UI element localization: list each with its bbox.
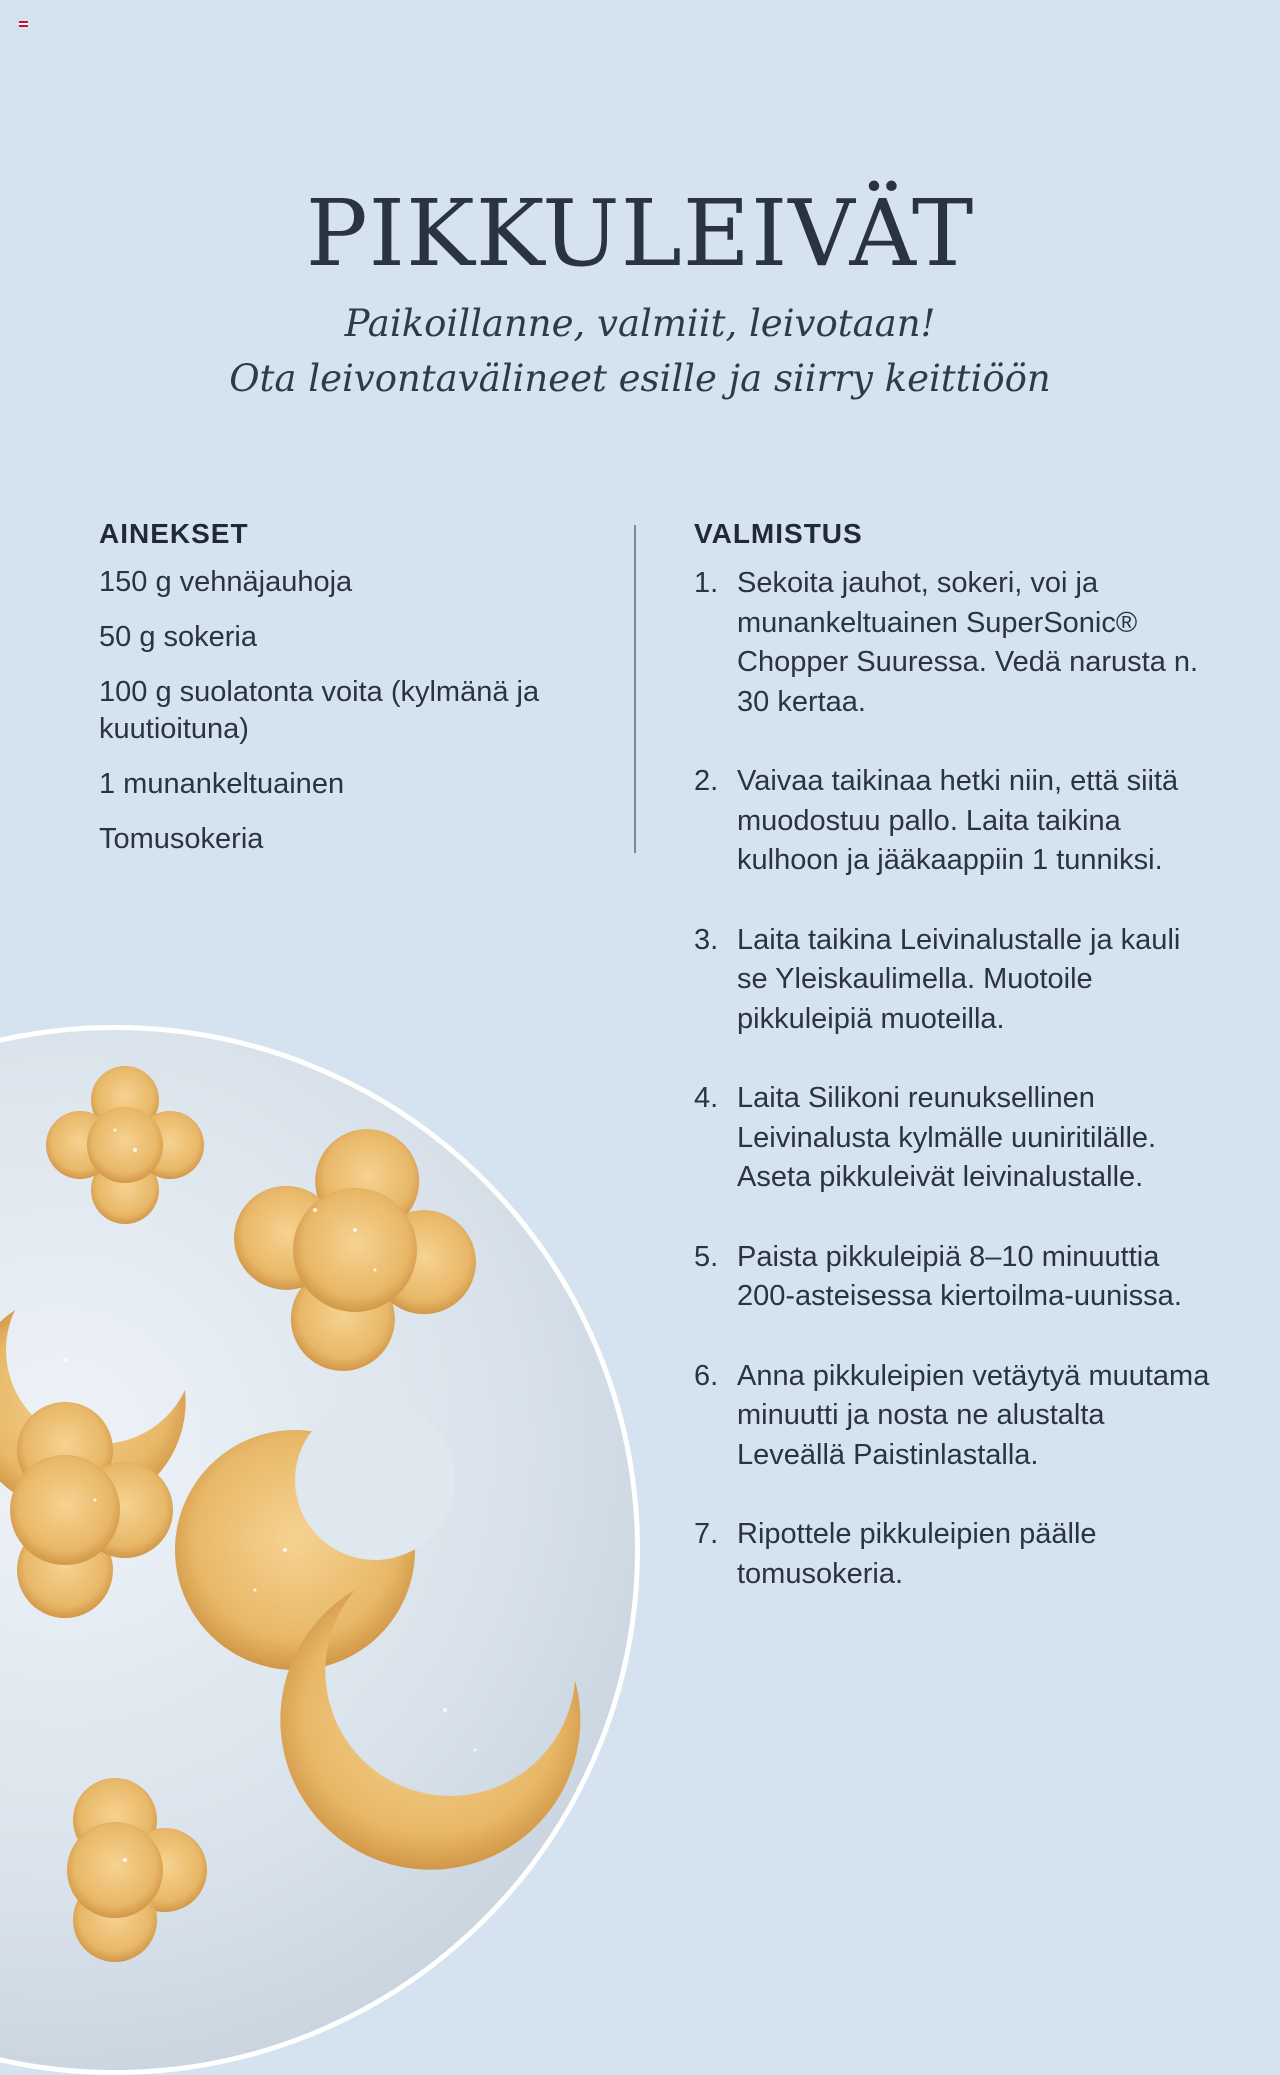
subtitle-line-2: Ota leivontavälineet esille ja siirry keittiöön xyxy=(229,357,1051,400)
step-number: 7. xyxy=(694,1518,719,1550)
cookies-illustration xyxy=(0,1030,640,2075)
method-step xyxy=(694,564,1214,722)
method-step xyxy=(694,1357,1214,1476)
method-step xyxy=(694,921,1214,1040)
flag-icon xyxy=(19,21,28,27)
ingredient-item: Tomusokeria xyxy=(99,823,264,855)
step-text: Sekoita jauhot, sokeri, voi ja munankeltuainen SuperSonic® Chopper Suuressa. Vedä narusta n. 30 kertaa. xyxy=(737,567,1199,718)
step-text: Anna pikkuleipien vetäytyä muutama minuutti ja nosta ne alustalta Leveällä Paistinlastalla. xyxy=(737,1359,1210,1471)
step-text: Laita Silikoni reunuksellinen Leivinalusta kylmälle uuniritilälle. Aseta pikkuleivät leivinalustalle. xyxy=(737,1082,1157,1193)
step-text: Laita taikina Leivinalustalle ja kauli se Yleiskaulimella. Muotoile pikkuleipiä muoteilla. xyxy=(737,923,1181,1035)
method-step xyxy=(694,1079,1214,1198)
method-step xyxy=(694,1238,1214,1317)
cross-cookie xyxy=(46,1066,204,1224)
page-title: PIKKULEIVÄT xyxy=(305,180,975,287)
step-number: 6. xyxy=(694,1359,719,1392)
method-step xyxy=(694,762,1214,881)
subtitle-line-1: Paikoillanne, valmiit, leivotaan! xyxy=(344,302,936,345)
step-number: 1. xyxy=(694,567,719,599)
ingredient-item: 1 munankeltuainen xyxy=(99,768,345,800)
ingredient-item: 150 g vehnäjauhoja xyxy=(99,566,353,598)
cross-cookie xyxy=(67,1778,207,1962)
method-steps xyxy=(694,564,1214,1594)
ingredient-item: 50 g sokeria xyxy=(99,621,257,653)
column-divider xyxy=(634,525,636,853)
crescent-cookie xyxy=(280,1590,580,1870)
ingredients-section xyxy=(99,518,599,876)
cross-cookie xyxy=(214,1109,497,1392)
page-subtitle xyxy=(0,296,1280,406)
ingredients-heading: AINEKSET xyxy=(99,518,249,549)
step-number: 5. xyxy=(694,1240,719,1273)
cookies-photo xyxy=(0,1025,640,2075)
ingredients-list xyxy=(99,564,599,858)
step-number: 2. xyxy=(694,765,719,797)
step-number: 4. xyxy=(694,1082,719,1114)
step-text: Paista pikkuleipiä 8–10 minuuttia 200-asteisessa kiertoilma-uunissa. xyxy=(737,1240,1182,1312)
method-heading: VALMISTUS xyxy=(694,518,863,549)
method-step xyxy=(694,1515,1214,1594)
ingredient-item: 100 g suolatonta voita (kylmänä ja kuutioituna) xyxy=(99,676,540,745)
method-section xyxy=(694,518,1214,1634)
step-number: 3. xyxy=(694,923,719,956)
step-text: Vaivaa taikinaa hetki niin, että siitä muodostuu pallo. Laita taikina kulhoon ja jääkaappiin 1 tunniksi. xyxy=(737,765,1179,876)
step-text: Ripottele pikkuleipien päälle tomusokeria. xyxy=(737,1518,1097,1590)
